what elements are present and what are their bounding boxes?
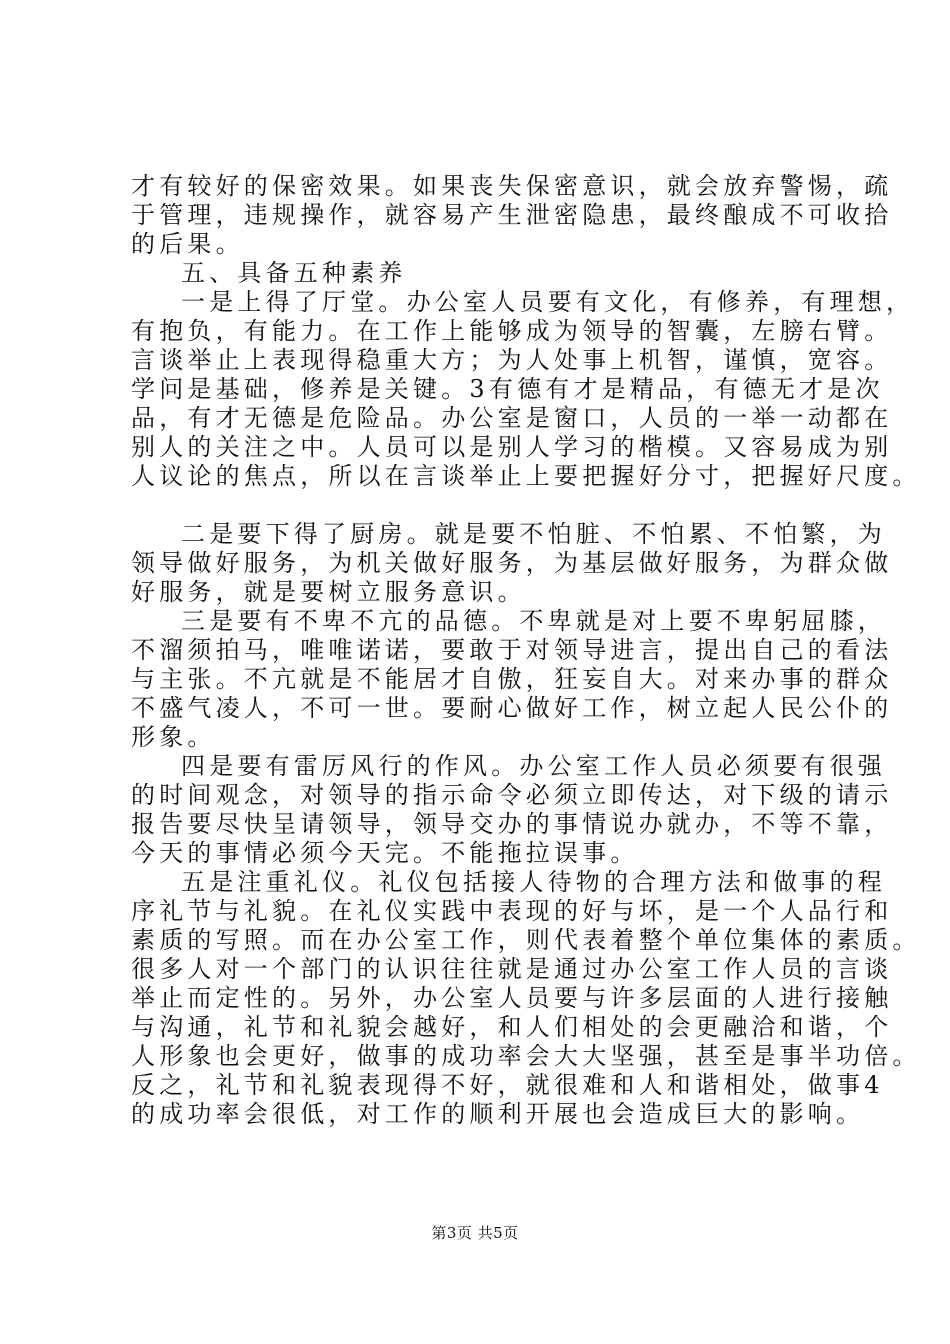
text-line: 序礼节与礼貌。在礼仪实践中表现的好与坏，是一个人品行和 — [131, 897, 893, 925]
text-line: 学问是基础，修养是关键。3有德有才是精品，有德无才是次 — [131, 375, 884, 403]
text-line: 反之，礼节和礼貌表现得不好，就很难和人和谐相处，做事4 — [131, 1071, 884, 1099]
text-line: 品，有才无德是危险品。办公室是窗口，人员的一举一动都在 — [131, 404, 893, 432]
text-line: 举止而定性的。另外，办公室人员要与许多层面的人进行接触 — [131, 984, 893, 1012]
text-line: 今天的事情必须今天完。不能拖拉误事。 — [131, 839, 639, 867]
text-line: 好服务，就是要树立服务意识。 — [131, 578, 526, 606]
text-line: 三是要有不卑不亢的品德。不卑就是对上要不卑躬屈膝， — [181, 607, 886, 635]
text-line: 与主张。不亢就是不能居才自傲，狂妄自大。对来办事的群众 — [131, 665, 893, 693]
text-line: 不溜须拍马，唯唯诺诺，要敢于对领导进言，提出自己的看法 — [131, 636, 893, 664]
text-line: 别人的关注之中。人员可以是别人学习的楷模。又容易成为别 — [131, 433, 893, 461]
paragraph-gap — [131, 491, 831, 520]
text-line: 人议论的焦点，所以在言谈举止上要把握好分寸，把握好尺度。 — [131, 462, 921, 490]
text-line: 与沟通，礼节和礼貌会越好，和人们相处的会更融洽和谐，个 — [131, 1013, 893, 1041]
text-line: 五是注重礼仪。礼仪包括接人待物的合理方法和做事的程 — [181, 868, 886, 896]
page-footer — [0, 1222, 950, 1243]
text-line: 四是要有雷厉风行的作风。办公室工作人员必须要有很强 — [181, 752, 886, 780]
text-line: 人形象也会更好，做事的成功率会大大坚强，甚至是事半功倍。 — [131, 1042, 921, 1070]
text-line: 言谈举止上表现得稳重大方；为人处事上机智，谨慎，宽容。 — [131, 346, 893, 374]
text-line: 于管理，违规操作，就容易产生泄密隐患，最终酿成不可收拾 — [131, 201, 893, 229]
text-line: 的后果。 — [131, 230, 244, 258]
text-line: 的成功率会很低，对工作的顺利开展也会造成巨大的影响。 — [131, 1100, 865, 1128]
text-line: 素质的写照。而在办公室工作，则代表着整个单位集体的素质。 — [131, 926, 921, 954]
text-line: 形象。 — [131, 723, 216, 751]
text-line: 二是要下得了厨房。就是要不怕脏、不怕累、不怕繁，为 — [181, 520, 886, 548]
text-line: 领导做好服务，为机关做好服务，为基层做好服务，为群众做 — [131, 549, 893, 577]
text-line: 一是上得了厅堂。办公室人员要有文化，有修养，有理想， — [181, 288, 915, 316]
text-line: 有抱负，有能力。在工作上能够成为领导的智囊，左膀右臂。 — [131, 317, 893, 345]
text-line: 很多人对一个部门的认识往往就是通过办公室工作人员的言谈 — [131, 955, 893, 983]
text-line: 才有较好的保密效果。如果丧失保密意识，就会放弃警惕，疏 — [131, 172, 893, 200]
body-text — [131, 172, 921, 1129]
section-heading: 五、具备五种素养 — [181, 259, 407, 287]
page-indicator: 第3页 共5页 — [431, 1224, 519, 1242]
text-line: 的时间观念，对领导的指示命令必须立即传达，对下级的请示 — [131, 781, 893, 809]
text-line: 报告要尽快呈请领导，领导交办的事情说办就办，不等不靠， — [131, 810, 893, 838]
text-line: 不盛气凌人，不可一世。要耐心做好工作，树立起人民公仆的 — [131, 694, 893, 722]
